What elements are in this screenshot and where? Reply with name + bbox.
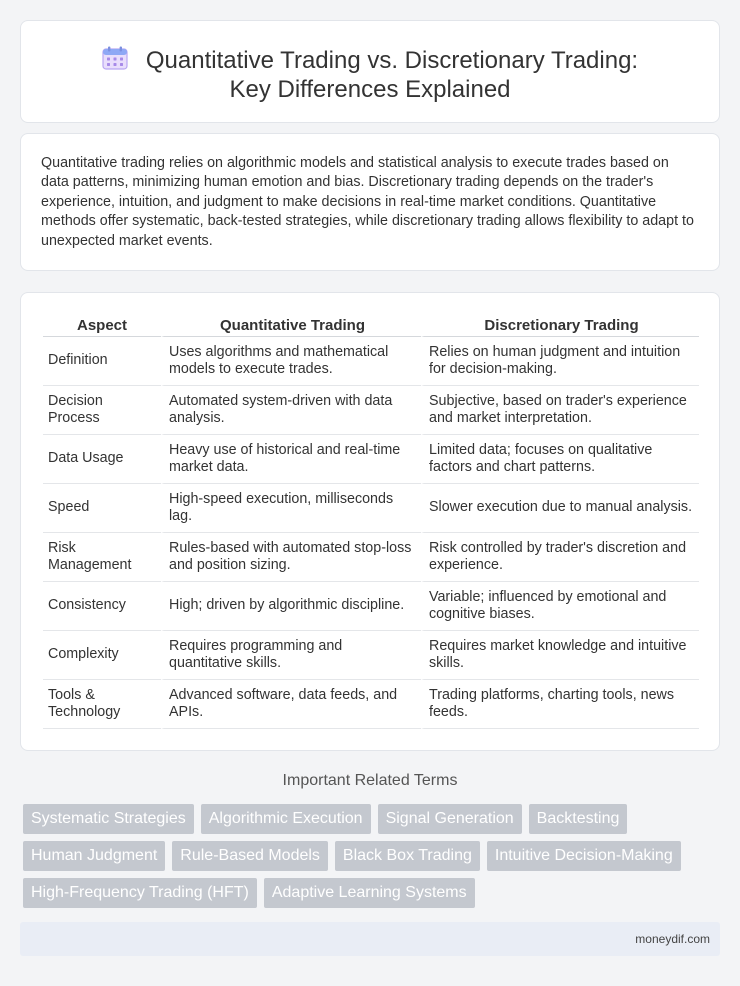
discretionary-cell: Limited data; focuses on qualitative factors and chart patterns. [421, 435, 699, 484]
comparison-table [43, 315, 699, 729]
related-term-tag[interactable]: Adaptive Learning Systems [264, 878, 475, 908]
intro-paragraph: Quantitative trading relies on algorithmic models and statistical analysis to execute trades based on data patterns, minimizing human emotion and bias. Discretionary trading depends on the trader's experience, intuition, and judgment to make decisions in real-time market conditions. Quantitative methods offer systematic, back-tested strategies, while discretionary trading allows flexibility to adapt to unexpected market events. [41, 155, 694, 249]
table-row [43, 631, 699, 680]
related-terms-heading: Important Related Terms [282, 772, 458, 789]
aspect-cell: Definition [43, 337, 161, 386]
aspect-cell: Data Usage [43, 435, 161, 484]
quantitative-cell: Rules-based with automated stop-loss and position sizing. [161, 533, 421, 582]
calendar-icon [102, 46, 128, 70]
related-term-tag[interactable]: Human Judgment [23, 841, 165, 871]
discretionary-cell: Variable; influenced by emotional and cognitive biases. [421, 582, 699, 631]
table-row [43, 386, 699, 435]
table-row [43, 533, 699, 582]
discretionary-cell: Requires market knowledge and intuitive skills. [421, 631, 699, 680]
table-row [43, 337, 699, 386]
related-term-tag[interactable]: Backtesting [529, 804, 628, 834]
quantitative-cell: Uses algorithms and mathematical models to execute trades. [161, 337, 421, 386]
column-header-aspect: Aspect [43, 315, 161, 337]
column-header-quantitative: Quantitative Trading [161, 315, 421, 337]
aspect-cell: Risk Management [43, 533, 161, 582]
quantitative-cell: Heavy use of historical and real-time market data. [161, 435, 421, 484]
aspect-cell: Tools & Technology [43, 680, 161, 729]
aspect-cell: Speed [43, 484, 161, 533]
related-term-tag[interactable]: Algorithmic Execution [201, 804, 371, 834]
comparison-card [20, 292, 720, 751]
related-term-tag[interactable]: Intuitive Decision-Making [487, 841, 681, 871]
table-row [43, 680, 699, 729]
title-card [20, 20, 720, 123]
aspect-cell: Complexity [43, 631, 161, 680]
quantitative-cell: Requires programming and quantitative skills. [161, 631, 421, 680]
related-term-tag[interactable]: Systematic Strategies [23, 804, 194, 834]
table-row [43, 435, 699, 484]
intro-card [20, 133, 720, 271]
related-terms-list [23, 804, 703, 908]
discretionary-cell: Risk controlled by trader's discretion and experience. [421, 533, 699, 582]
aspect-cell: Decision Process [43, 386, 161, 435]
table-row [43, 582, 699, 631]
footer-bar [20, 922, 720, 956]
table-row [43, 484, 699, 533]
quantitative-cell: High-speed execution, milliseconds lag. [161, 484, 421, 533]
quantitative-cell: Automated system-driven with data analysis. [161, 386, 421, 435]
discretionary-cell: Trading platforms, charting tools, news feeds. [421, 680, 699, 729]
related-term-tag[interactable]: High-Frequency Trading (HFT) [23, 878, 257, 908]
discretionary-cell: Subjective, based on trader's experience and market interpretation. [421, 386, 699, 435]
quantitative-cell: High; driven by algorithmic discipline. [161, 582, 421, 631]
table-header-row [43, 315, 699, 337]
quantitative-cell: Advanced software, data feeds, and APIs. [161, 680, 421, 729]
related-term-tag[interactable]: Rule-Based Models [172, 841, 328, 871]
related-term-tag[interactable]: Signal Generation [378, 804, 522, 834]
related-term-tag[interactable]: Black Box Trading [335, 841, 480, 871]
aspect-cell: Consistency [43, 582, 161, 631]
site-credit[interactable]: moneydif.com [635, 932, 710, 946]
discretionary-cell: Relies on human judgment and intuition for decision-making. [421, 337, 699, 386]
page-title: Quantitative Trading vs. Discretionary Trading: Key Differences Explained [145, 47, 639, 103]
column-header-discretionary: Discretionary Trading [421, 315, 699, 337]
discretionary-cell: Slower execution due to manual analysis. [421, 484, 699, 533]
